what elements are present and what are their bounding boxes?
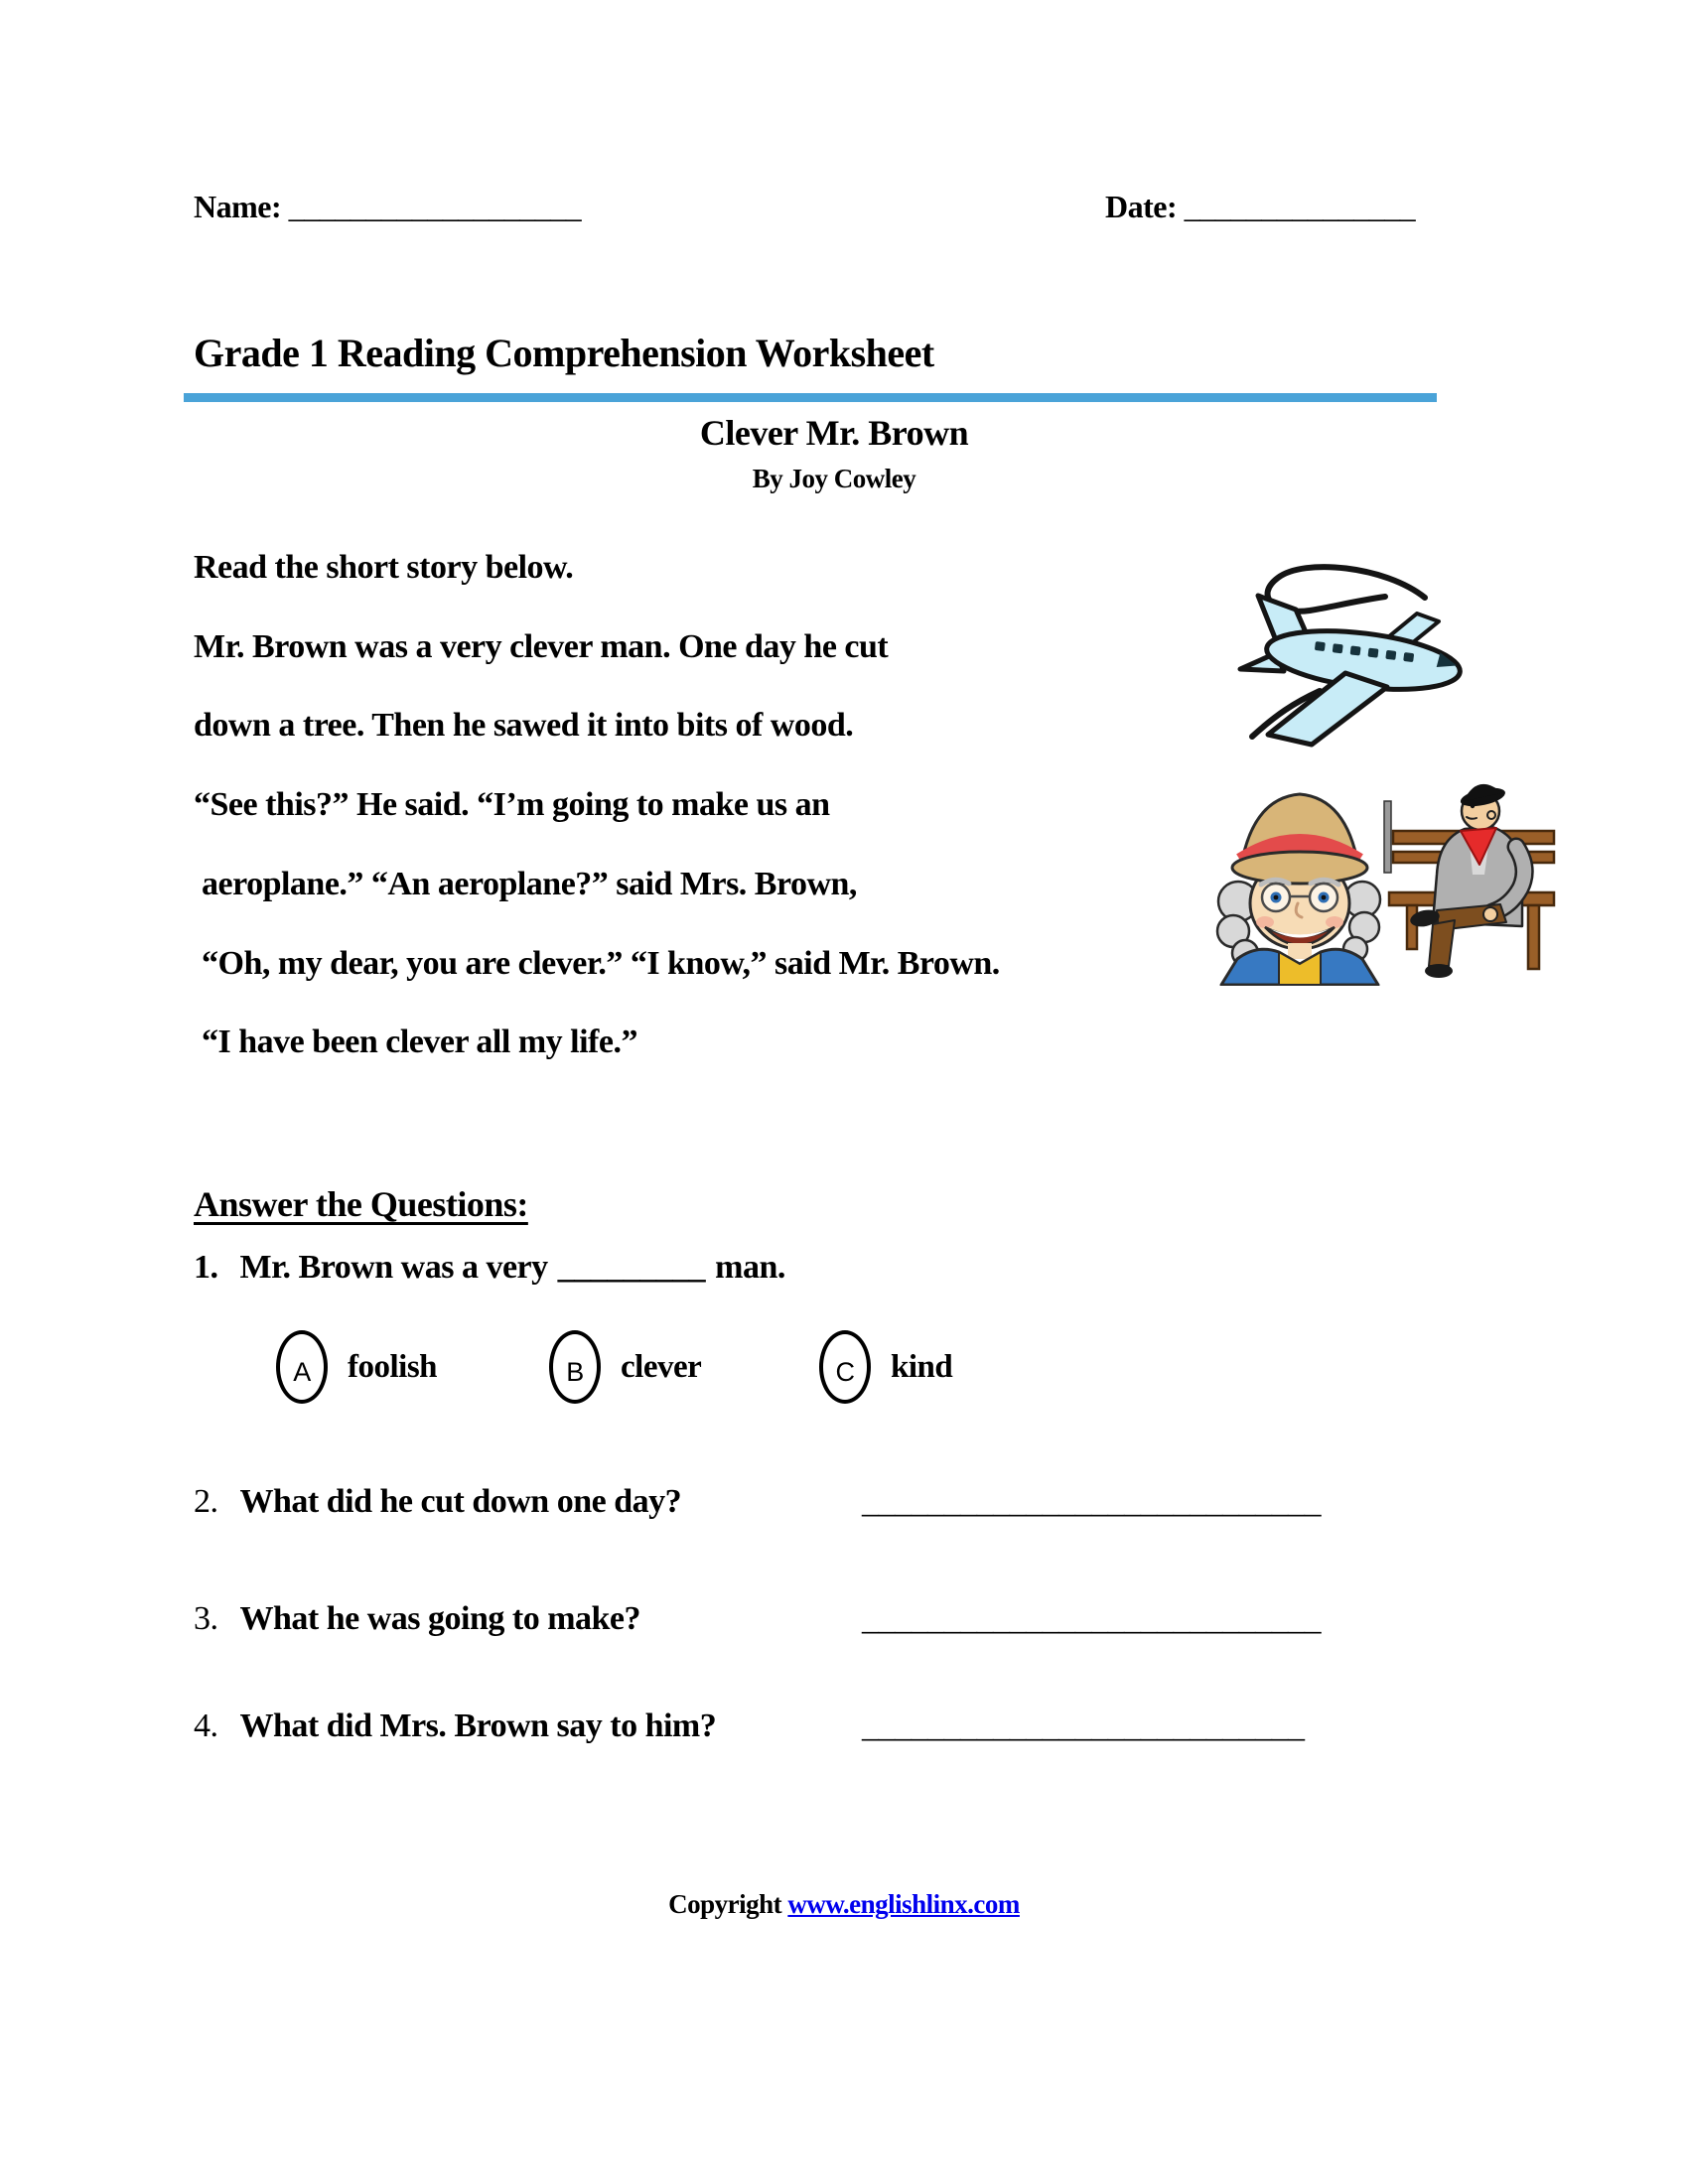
question-4 <box>194 1707 716 1745</box>
option-b-circle[interactable]: B <box>549 1330 601 1404</box>
question-4-blank: ___________________________ <box>862 1707 1305 1744</box>
date-field-label: Date: <box>1105 189 1178 224</box>
story-author: By Joy Cowley <box>752 464 916 493</box>
question-1-text-after: man. <box>715 1249 785 1286</box>
accent-divider <box>184 393 1437 402</box>
question-2-number: 2. <box>194 1483 218 1520</box>
question-2-text: What did he cut down one day? <box>239 1483 682 1520</box>
story-line: down a tree. Then he sawed it into bits of wood. <box>194 707 854 744</box>
answer-option-b[interactable] <box>549 1330 701 1404</box>
name-blank-line: ___________________ <box>288 189 582 224</box>
question-1-blank: _________ <box>557 1249 706 1286</box>
question-2 <box>194 1483 681 1521</box>
page-title: Grade 1 Reading Comprehension Worksheet <box>194 331 934 375</box>
option-c-label: kind <box>891 1348 953 1385</box>
question-1-text: Mr. Brown was a very <box>239 1249 548 1286</box>
option-a-label: foolish <box>348 1348 438 1385</box>
question-4-number: 4. <box>194 1707 218 1744</box>
question-3 <box>194 1600 640 1638</box>
option-a-circle[interactable]: A <box>276 1330 328 1404</box>
story-line: “See this?” He said. “I’m going to make us an <box>194 786 830 823</box>
question-2-blank: ____________________________ <box>862 1483 1321 1520</box>
question-1-number: 1. <box>194 1249 218 1286</box>
story-title: Clever Mr. Brown <box>699 413 969 453</box>
date-blank-line: _______________ <box>1184 189 1416 224</box>
copyright-label: Copyright <box>668 1889 782 1919</box>
story-line: aeroplane.” “An aeroplane?” said Mrs. Brown, <box>202 866 857 902</box>
question-1 <box>194 1249 785 1287</box>
answer-option-a[interactable] <box>276 1330 437 1404</box>
story-line: “I have been clever all my life.” <box>202 1024 637 1060</box>
story-line: “Oh, my dear, you are clever.” “I know,” said Mr. Brown. <box>202 945 1000 982</box>
copyright-link[interactable]: www.englishlinx.com <box>787 1889 1020 1919</box>
footer <box>0 1889 1688 1920</box>
man-on-bench-illustration <box>1379 775 1561 984</box>
option-c-circle[interactable]: C <box>819 1330 871 1404</box>
story-instruction: Read the short story below. <box>194 549 574 586</box>
question-3-blank: ____________________________ <box>862 1600 1321 1637</box>
name-field-label: Name: <box>194 189 282 224</box>
answer-option-c[interactable] <box>819 1330 952 1404</box>
grandma-illustration <box>1213 782 1386 991</box>
name-field <box>194 189 581 225</box>
answer-section-title: Answer the Questions: <box>194 1184 528 1224</box>
question-3-number: 3. <box>194 1600 218 1637</box>
question-3-text: What he was going to make? <box>239 1600 641 1637</box>
date-field <box>1105 189 1415 225</box>
airplane-illustration <box>1234 556 1496 767</box>
option-b-label: clever <box>621 1348 702 1385</box>
question-4-text: What did Mrs. Brown say to him? <box>239 1707 717 1744</box>
story-line: Mr. Brown was a very clever man. One day he cut <box>194 628 889 665</box>
